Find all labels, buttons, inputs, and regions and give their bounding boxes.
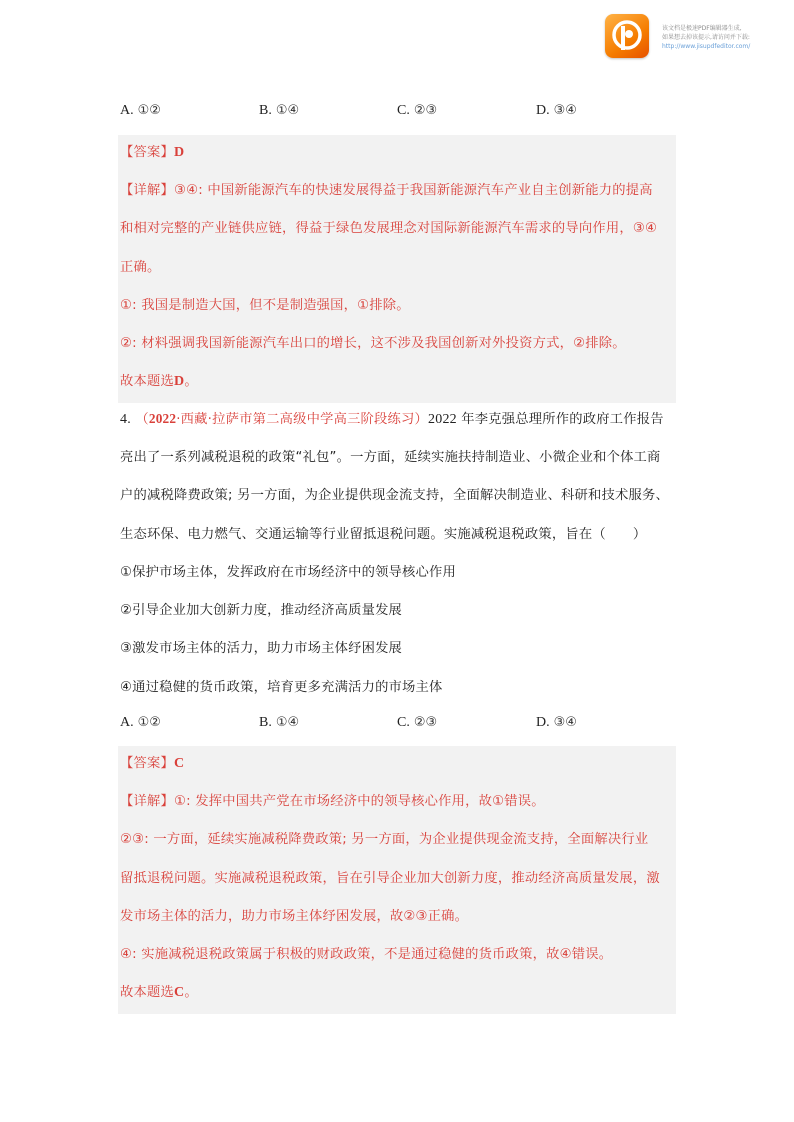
q4-detail-line-5: ④: 实施减税退税政策属于积极的财政政策，不是通过稳健的货币政策，故④错误。 bbox=[120, 947, 613, 962]
watermark-line-2: 如果想去掉该提示,请访问并下载: bbox=[662, 34, 750, 41]
q3-answer-line: 【答案】D bbox=[120, 145, 185, 160]
q3-detail-line-1: 【详解】③④: 中国新能源汽车的快速发展得益于我国新能源汽车产业自主创新能力的提高 bbox=[120, 183, 653, 198]
q4-options bbox=[120, 714, 680, 734]
q3-options bbox=[120, 102, 680, 122]
q3-detail-line-5: ②: 材料强调我国新能源汽车出口的增长，这不涉及我国创新对外投资方式，②排除。 bbox=[120, 336, 626, 351]
q4-answer-line: 【答案】C bbox=[120, 756, 185, 771]
q4-stem-line-3: 户的减税降费政策; 另一方面，为企业提供现金流支持，全面解决制造业、科研和技术服务、 bbox=[120, 488, 669, 503]
q4-conclusion: 故本题选C。 bbox=[120, 985, 198, 1000]
watermark-url[interactable]: http://www.jisupdfeditor.com/ bbox=[662, 43, 751, 50]
q4-option-c[interactable]: C. ②③ bbox=[397, 715, 438, 730]
q4-detail-line-3: 留抵退税问题。实施减税退税政策，旨在引导企业加大创新力度，推动经济高质量发展，激 bbox=[120, 871, 660, 886]
p-letter-icon bbox=[605, 14, 649, 58]
q4-source: （2022·西藏·拉萨市第二高级中学高三阶段练习） bbox=[135, 411, 429, 427]
q4-stem-line-2: 亮出了一系列减税退税的政策“礼包”。一方面，延续实施扶持制造业、小微企业和个体工商 bbox=[120, 450, 661, 465]
q3-option-d[interactable]: D. ③④ bbox=[536, 103, 577, 118]
q4-option-b[interactable]: B. ①④ bbox=[259, 715, 300, 730]
watermark-notice bbox=[662, 24, 792, 51]
q4-option-d[interactable]: D. ③④ bbox=[536, 715, 577, 730]
q4-detail-line-4: 发市场主体的活力，助力市场主体纾困发展，故②③正确。 bbox=[120, 909, 469, 924]
q4-detail-line-1: 【详解】①: 发挥中国共产党在市场经济中的领导核心作用，故①错误。 bbox=[120, 794, 545, 809]
q3-detail-line-4: ①: 我国是制造大国，但不是制造强国，①排除。 bbox=[120, 298, 410, 313]
watermark-line-1: 该文档是极速PDF编辑器生成, bbox=[662, 25, 742, 32]
q4-statement-4: ④通过稳健的货币政策，培育更多充满活力的市场主体 bbox=[120, 680, 443, 695]
q3-option-a[interactable]: A. ①② bbox=[120, 103, 161, 118]
q3-option-c[interactable]: C. ②③ bbox=[397, 103, 438, 118]
q3-answer-box bbox=[118, 135, 676, 403]
q3-detail-line-2: 和相对完整的产业链供应链，得益于绿色发展理念对国际新能源汽车需求的导向作用，③④ bbox=[120, 221, 658, 236]
pdf-editor-logo bbox=[605, 14, 649, 58]
q3-detail-line-3: 正确。 bbox=[120, 260, 161, 275]
q4-option-a[interactable]: A. ①② bbox=[120, 715, 161, 730]
q3-option-b[interactable]: B. ①④ bbox=[259, 103, 300, 118]
q4-statement-1: ①保护市场主体，发挥政府在市场经济中的领导核心作用 bbox=[120, 565, 457, 580]
q4-statement-3: ③激发市场主体的活力，助力市场主体纾困发展 bbox=[120, 641, 403, 656]
q4-stem-line-4: 生态环保、电力燃气、交通运输等行业留抵退税问题。实施减税退税政策，旨在（ ） bbox=[120, 527, 647, 542]
q4-stem-line-1: 4. （2022·西藏·拉萨市第二高级中学高三阶段练习）2022 年李克强总理所作的政府工作报告 bbox=[120, 411, 664, 427]
q4-answer-box bbox=[118, 746, 676, 1014]
q4-statement-2: ②引导企业加大创新力度，推动经济高质量发展 bbox=[120, 603, 403, 618]
q3-conclusion: 故本题选D。 bbox=[120, 374, 198, 389]
q4-detail-line-2: ②③: 一方面，延续实施减税降费政策; 另一方面，为企业提供现金流支持，全面解决行业 bbox=[120, 832, 649, 847]
